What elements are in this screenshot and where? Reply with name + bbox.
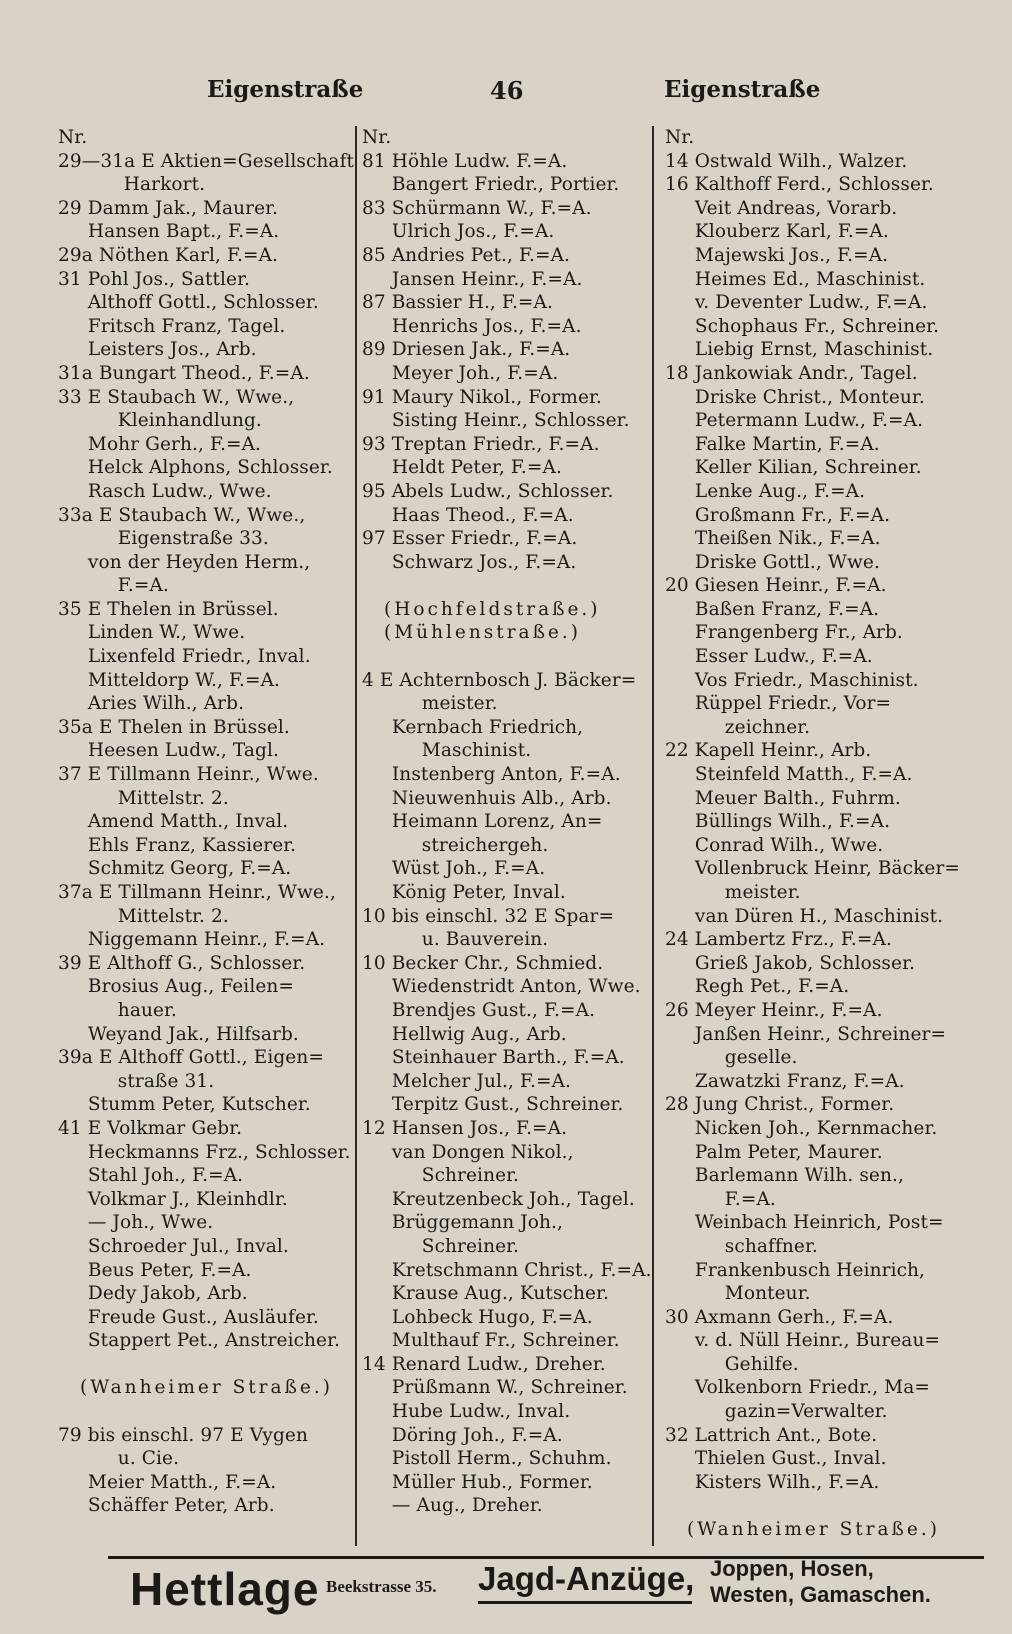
directory-entry: Veit Andreas, Vorarb. [665, 197, 898, 219]
directory-entry: Schreiner. [362, 1165, 520, 1187]
directory-entry: v. d. Nüll Heinr., Bureau= [665, 1330, 941, 1352]
directory-entry: Heldt Peter, F.=A. [362, 457, 562, 479]
directory-entry: Petermann Ludw., F.=A. [665, 410, 924, 432]
spacer [362, 645, 652, 669]
directory-entry: Gehilfe. [665, 1353, 799, 1375]
directory-entry: 37 E Tillmann Heinr., Wwe. [58, 764, 319, 786]
directory-entry: Henrichs Jos., F.=A. [362, 315, 582, 337]
directory-entry: Nr. [58, 127, 88, 148]
directory-entry: streichergeh. [362, 834, 549, 856]
directory-entry: Linden W., Wwe. [58, 622, 246, 644]
advertisement-products-line-2: Westen, Gamaschen. [710, 1582, 931, 1607]
directory-entry: zeichner. [665, 716, 811, 738]
directory-entry: König Peter, Inval. [362, 882, 566, 903]
directory-entry: Meier Matth., F.=A. [58, 1471, 277, 1493]
directory-entry: 41 E Volkmar Gebr. [58, 1117, 243, 1139]
directory-entry: Wüst Joh., F.=A. [362, 858, 546, 880]
directory-entry: 29 Damm Jak., Maurer. [58, 197, 279, 219]
directory-entry: Althoff Gottl., Schlosser. [58, 292, 319, 314]
directory-entry: 18 Jankowiak Andr., Tagel. [665, 362, 918, 384]
directory-entry: Weyand Jak., Hilfsarb. [58, 1023, 299, 1045]
directory-entry: 14 Renard Ludw., Dreher. [362, 1353, 606, 1375]
directory-entry: Kisters Wilh., F.=A. [665, 1471, 880, 1493]
directory-entry: Melcher Jul., F.=A. [362, 1070, 572, 1092]
directory-entry: 32 Lattrich Ant., Bote. [665, 1424, 878, 1446]
directory-entry: Palm Peter, Maurer. [665, 1141, 883, 1163]
directory-entry: Zawatzki Franz, F.=A. [665, 1070, 905, 1092]
directory-entry: Kreutzenbeck Joh., Tagel. [362, 1188, 635, 1210]
directory-entry: Nr. [362, 127, 392, 148]
directory-entry: Ulrich Jos., F.=A. [362, 221, 555, 243]
directory-entry: Multhauf Fr., Schreiner. [362, 1330, 620, 1352]
directory-entry: Vos Friedr., Maschinist. [665, 669, 919, 691]
directory-entry: Leisters Jos., Arb. [58, 339, 257, 361]
directory-entry: 10 bis einschl. 32 E Spar= [362, 905, 615, 927]
directory-entry: 30 Axmann Gerh., F.=A. [665, 1306, 894, 1328]
directory-entry: Vollenbruck Heinr, Bäcker= [665, 858, 961, 880]
directory-entry: Steinhauer Barth., F.=A. [362, 1047, 625, 1069]
advertisement-products-line-1: Joppen, Hosen, [710, 1556, 874, 1581]
directory-entry: Büllings Wilh., F.=A. [665, 811, 891, 833]
directory-entry: Instenberg Anton, F.=A. [362, 764, 621, 786]
directory-entry: gazin=Verwalter. [665, 1401, 888, 1423]
directory-entry: Mittelstr. 2. [58, 905, 229, 927]
directory-entry: 33a E Staubach W., Wwe., [58, 504, 306, 526]
header-street-left: Eigenstraße [207, 76, 364, 103]
directory-entry: Dedy Jakob, Arb. [58, 1283, 248, 1305]
directory-entry: Mittelstr. 2. [58, 787, 229, 809]
directory-entry: Hube Ludw., Inval. [362, 1401, 571, 1423]
directory-entry: Brosius Aug., Feilen= [58, 976, 295, 998]
directory-entry: Frankenbusch Heinrich, [665, 1259, 926, 1281]
directory-entry: Janßen Heinr., Schreiner= [665, 1023, 947, 1045]
directory-entry: schaffner. [665, 1235, 818, 1257]
directory-entry: Harkort. [58, 174, 206, 196]
directory-entry: Schäffer Peter, Arb. [58, 1495, 275, 1517]
advertisement-underline [478, 1601, 692, 1604]
directory-entry: Rüppel Friedr., Vor= [665, 693, 892, 715]
directory-entry: Döring Joh., F.=A. [362, 1424, 563, 1446]
directory-entry: 12 Hansen Jos., F.=A. [362, 1117, 568, 1139]
directory-entry: Brendjes Gust., F.=A. [362, 999, 596, 1021]
directory-entry: Krause Aug., Kutscher. [362, 1283, 609, 1305]
directory-entry: Grieß Jakob, Schlosser. [665, 952, 915, 974]
directory-entry: Volkenborn Friedr., Ma= [665, 1377, 930, 1399]
directory-entry: u. Bauverein. [362, 929, 549, 951]
directory-entry: Baßen Franz, F.=A. [665, 598, 880, 620]
directory-entry: 97 Esser Friedr., F.=A. [362, 528, 578, 550]
directory-entry: Lixenfeld Friedr., Inval. [58, 646, 311, 668]
directory-entry: Eigenstraße 33. [58, 528, 269, 550]
directory-entry: 37a E Tillmann Heinr., Wwe., [58, 882, 336, 903]
directory-entry: Stahl Joh., F.=A. [58, 1165, 244, 1187]
directory-entry: Niggemann Heinr., F.=A. [58, 929, 326, 951]
directory-entry: Ehls Franz, Kassierer. [58, 834, 297, 856]
advertisement-headline: Jagd-Anzüge, [478, 1560, 695, 1597]
advertisement-address: Beekstrasse 35. [326, 1577, 437, 1596]
directory-entry: Terpitz Gust., Schreiner. [362, 1094, 624, 1116]
directory-entry: Hansen Bapt., F.=A. [58, 221, 280, 243]
directory-entry: 85 Andries Pet., F.=A. [362, 244, 571, 266]
directory-entry: 79 bis einschl. 97 E Vygen [58, 1424, 308, 1446]
directory-entry: 91 Maury Nikol., Former. [362, 386, 602, 408]
directory-entry: Müller Hub., Former. [362, 1471, 593, 1493]
directory-entry: 14 Ostwald Wilh., Walzer. [665, 150, 908, 172]
directory-entry: Beus Peter, F.=A. [58, 1259, 252, 1281]
directory-entry: 31 Pohl Jos., Sattler. [58, 268, 250, 290]
directory-entry: Regh Pet., F.=A. [665, 976, 850, 998]
directory-entry: 93 Treptan Friedr., F.=A. [362, 433, 600, 455]
directory-entry: Schwarz Jos., F.=A. [362, 551, 577, 573]
directory-entry: straße 31. [58, 1070, 215, 1092]
directory-entry: Meuer Balth., Fuhrm. [665, 787, 901, 809]
directory-entry: Conrad Wilh., Wwe. [665, 834, 884, 856]
directory-entry: Kernbach Friedrich, [362, 716, 584, 738]
directory-entry: Liebig Ernst, Maschinist. [665, 339, 934, 361]
directory-entry: Volkmar J., Kleinhdlr. [58, 1188, 288, 1210]
directory-entry: Helck Alphons, Schlosser. [58, 457, 333, 479]
directory-entry: Heimann Lorenz, An= [362, 811, 603, 833]
directory-entry: van Düren H., Maschinist. [665, 905, 944, 927]
directory-entry: F.=A. [58, 575, 169, 597]
directory-entry: Mohr Gerh., F.=A. [58, 433, 262, 455]
directory-entry: 10 Becker Chr., Schmied. [362, 952, 604, 974]
directory-entry: Mitteldorp W., F.=A. [58, 669, 281, 691]
directory-entry: (Wanheimer Straße.) [80, 1377, 333, 1399]
directory-entry: Weinbach Heinrich, Post= [665, 1212, 944, 1234]
directory-entry: 89 Driesen Jak., F.=A. [362, 339, 571, 361]
directory-entry: Freude Gust., Ausläufer. [58, 1306, 319, 1328]
directory-entry: Esser Ludw., F.=A. [665, 646, 873, 668]
directory-entry: Barlemann Wilh. sen., [665, 1165, 904, 1187]
directory-entry: Heckmanns Frz., Schlosser. [58, 1141, 351, 1163]
advertisement-name: Hettlage [130, 1563, 320, 1615]
page-number: 46 [490, 76, 524, 105]
directory-entry: Pistoll Herm., Schuhm. [362, 1448, 612, 1470]
directory-entry: (Wanheimer Straße.) [687, 1519, 940, 1541]
directory-entry: Stumm Peter, Kutscher. [58, 1094, 311, 1116]
directory-entry: von der Heyden Herm., [58, 551, 311, 573]
directory-entry: Klouberz Karl, F.=A. [665, 221, 889, 243]
directory-entry: v. Deventer Ludw., F.=A. [665, 292, 928, 314]
directory-entry: Rasch Ludw., Wwe. [58, 480, 272, 502]
directory-entry: 95 Abels Ludw., Schlosser. [362, 480, 614, 502]
directory-entry: Maschinist. [362, 740, 532, 762]
directory-entry: Monteur. [665, 1283, 811, 1305]
directory-entry: 35a E Thelen in Brüssel. [58, 716, 290, 738]
directory-entry: Sisting Heinr., Schlosser. [362, 410, 630, 432]
directory-entry: (Hochfeldstraße.) [384, 598, 601, 620]
directory-entry: 87 Bassier H., F.=A. [362, 292, 553, 314]
directory-entry: Heimes Ed., Maschinist. [665, 268, 926, 290]
directory-entry: 26 Meyer Heinr., F.=A. [665, 999, 883, 1021]
directory-entry: meister. [362, 693, 498, 715]
directory-column-1 [58, 126, 358, 1518]
directory-entry: 31a Bungart Theod., F.=A. [58, 362, 310, 384]
directory-entry: 33 E Staubach W., Wwe., [58, 386, 295, 408]
directory-entry: Haas Theod., F.=A. [362, 504, 574, 526]
directory-entry: Kleinhandlung. [58, 410, 262, 432]
directory-entry: 4 E Achternbosch J. Bäcker= [362, 669, 637, 691]
directory-entry: Lenke Aug., F.=A. [665, 480, 866, 502]
directory-entry: 29a Nöthen Karl, F.=A. [58, 244, 279, 266]
directory-entry: Schophaus Fr., Schreiner. [665, 315, 940, 337]
directory-entry: 81 Höhle Ludw. F.=A. [362, 150, 568, 172]
directory-entry: Amend Matth., Inval. [58, 811, 289, 833]
directory-entry: Fritsch Franz, Tagel. [58, 315, 286, 337]
spacer [665, 1494, 985, 1518]
directory-entry: Hellwig Aug., Arb. [362, 1023, 567, 1045]
directory-entry: Nicken Joh., Kernmacher. [665, 1117, 938, 1139]
directory-entry: Thielen Gust., Inval. [665, 1448, 887, 1470]
directory-entry: 39 E Althoff G., Schlosser. [58, 952, 306, 974]
directory-entry: Wiedenstridt Anton, Wwe. [362, 976, 641, 998]
directory-entry: Bangert Friedr., Portier. [362, 174, 620, 196]
directory-entry: geselle. [665, 1047, 798, 1069]
directory-entry: 22 Kapell Heinr., Arb. [665, 740, 872, 762]
directory-entry: 35 E Thelen in Brüssel. [58, 598, 279, 620]
directory-entry: 39a E Althoff Gottl., Eigen= [58, 1047, 324, 1069]
directory-entry: meister. [665, 882, 801, 903]
directory-entry: — Aug., Dreher. [362, 1495, 543, 1517]
directory-entry: Brüggemann Joh., [362, 1212, 564, 1234]
column-divider [652, 126, 654, 1546]
directory-entry: Großmann Fr., F.=A. [665, 504, 891, 526]
directory-entry: hauer. [58, 999, 177, 1021]
directory-entry: F.=A. [665, 1188, 776, 1210]
directory-column-3 [665, 126, 985, 1542]
spacer [362, 574, 652, 598]
directory-entry: u. Cie. [58, 1448, 180, 1470]
advertisement-products [710, 1556, 931, 1608]
directory-entry: Aries Wilh., Arb. [58, 693, 245, 715]
directory-entry: 20 Giesen Heinr., F.=A. [665, 575, 887, 597]
directory-entry: Driske Gottl., Wwe. [665, 551, 880, 573]
directory-entry: Kretschmann Christ., F.=A. [362, 1259, 652, 1281]
directory-entry: Schmitz Georg, F.=A. [58, 858, 292, 880]
directory-entry: (Mühlenstraße.) [384, 622, 581, 644]
header-street-right: Eigenstraße [664, 76, 821, 103]
directory-entry: Nr. [665, 127, 695, 148]
directory-entry: Heesen Ludw., Tagl. [58, 740, 279, 762]
directory-entry: Steinfeld Matth., F.=A. [665, 764, 913, 786]
directory-entry: Frangenberg Fr., Arb. [665, 622, 903, 644]
directory-entry: Schreiner. [362, 1235, 520, 1257]
directory-entry: Driske Christ., Monteur. [665, 386, 925, 408]
directory-entry: Meyer Joh., F.=A. [362, 362, 559, 384]
spacer [58, 1400, 358, 1424]
directory-entry: Schroeder Jul., Inval. [58, 1235, 289, 1257]
spacer [58, 1353, 358, 1377]
directory-entry: Majewski Jos., F.=A. [665, 244, 889, 266]
directory-entry: Lohbeck Hugo, F.=A. [362, 1306, 593, 1328]
directory-entry: Keller Kilian, Schreiner. [665, 457, 922, 479]
directory-entry: Stappert Pet., Anstreicher. [58, 1330, 341, 1352]
directory-entry: van Dongen Nikol., [362, 1141, 574, 1163]
directory-entry: Nieuwenhuis Alb., Arb. [362, 787, 612, 809]
directory-entry: Theißen Nik., F.=A. [665, 528, 881, 550]
directory-column-2 [362, 126, 652, 1518]
directory-entry: 16 Kalthoff Ferd., Schlosser. [665, 174, 934, 196]
directory-entry: 24 Lambertz Frz., F.=A. [665, 929, 892, 951]
directory-entry: Jansen Heinr., F.=A. [362, 268, 583, 290]
directory-entry: Prüßmann W., Schreiner. [362, 1377, 628, 1399]
directory-entry: Falke Martin, F.=A. [665, 433, 880, 455]
directory-entry: 83 Schürmann W., F.=A. [362, 197, 592, 219]
directory-entry: 28 Jung Christ., Former. [665, 1094, 895, 1116]
directory-entry: 29—31a E Aktien=Gesellschaft [58, 150, 355, 172]
directory-entry: — Joh., Wwe. [58, 1212, 214, 1234]
